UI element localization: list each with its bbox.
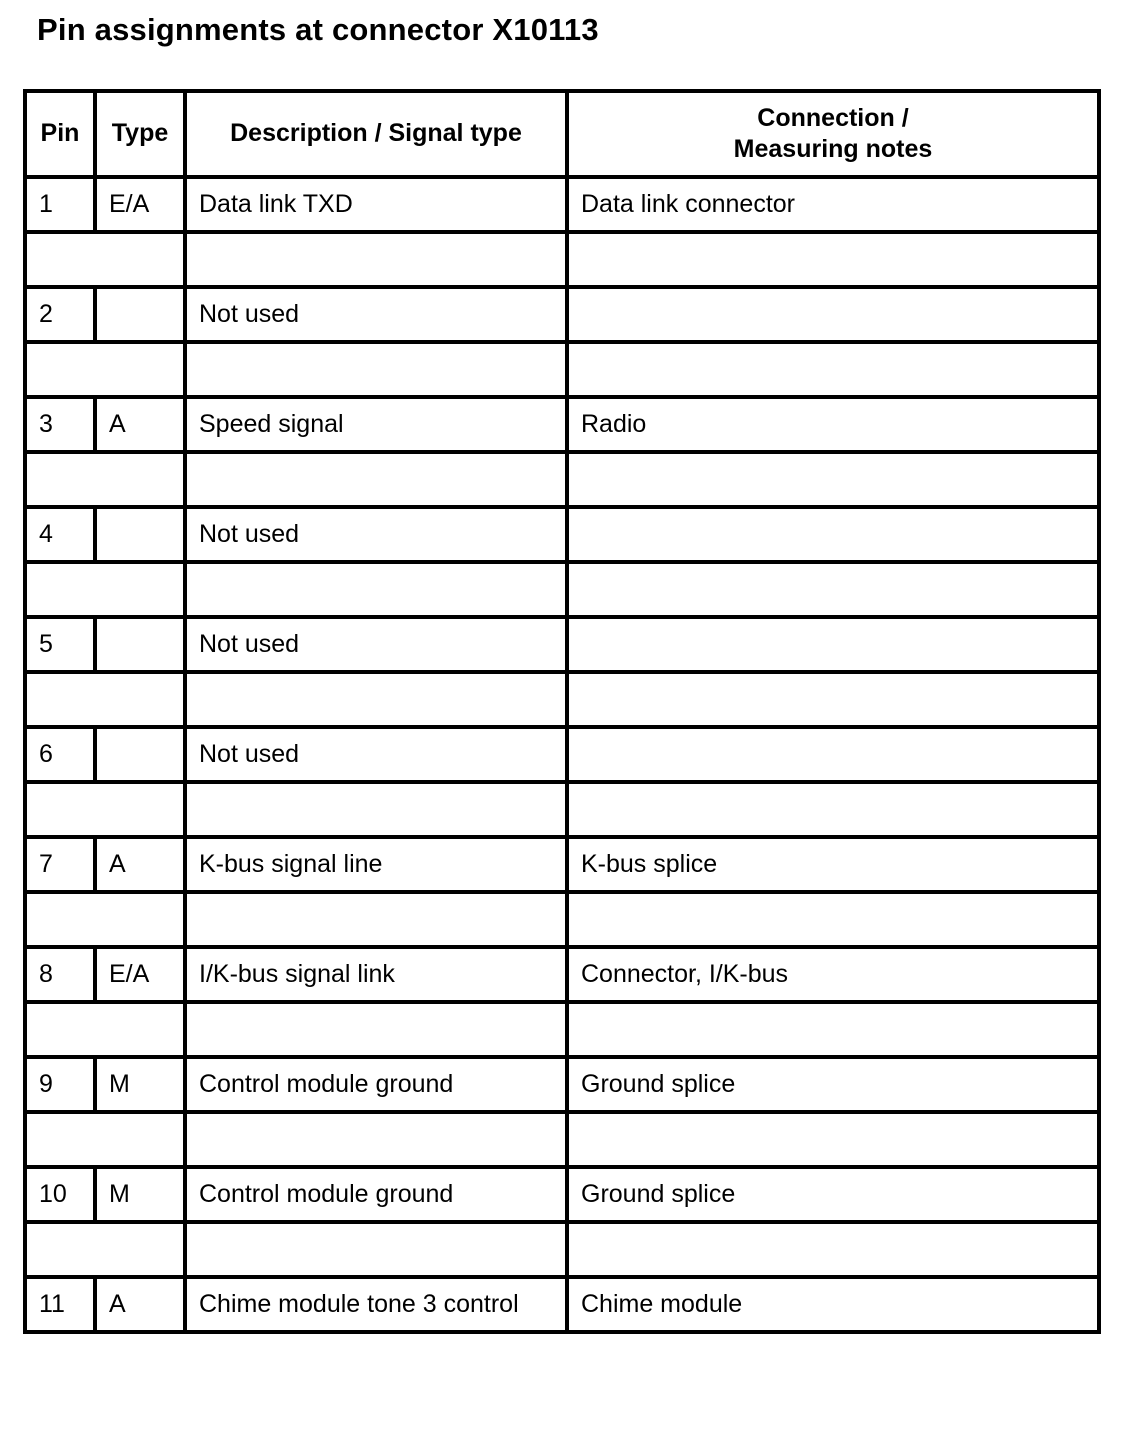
spacer-cell <box>25 1112 185 1167</box>
connection-cell: Chime module <box>567 1277 1099 1332</box>
spacer-cell <box>25 1002 185 1057</box>
connection-cell <box>567 287 1099 342</box>
connection-cell: Data link connector <box>567 177 1099 232</box>
spacer-row <box>25 782 1099 837</box>
pin-cell: 9 <box>25 1057 95 1112</box>
connection-cell: Radio <box>567 397 1099 452</box>
spacer-cell <box>567 342 1099 397</box>
pin-cell: 5 <box>25 617 95 672</box>
table-row <box>25 1277 1099 1332</box>
spacer-cell <box>25 562 185 617</box>
connection-cell: Connector, I/K-bus <box>567 947 1099 1002</box>
spacer-cell <box>185 342 567 397</box>
table-row <box>25 287 1099 342</box>
type-cell: A <box>95 837 185 892</box>
spacer-row <box>25 452 1099 507</box>
spacer-cell <box>567 452 1099 507</box>
pin-cell: 8 <box>25 947 95 1002</box>
pin-cell: 2 <box>25 287 95 342</box>
spacer-cell <box>185 1002 567 1057</box>
header-connection <box>567 91 1099 177</box>
spacer-cell <box>567 232 1099 287</box>
pin-cell: 3 <box>25 397 95 452</box>
page-title: Pin assignments at connector X10113 <box>37 12 599 47</box>
spacer-cell <box>185 782 567 837</box>
table-row <box>25 397 1099 452</box>
spacer-cell <box>185 452 567 507</box>
pin-cell: 10 <box>25 1167 95 1222</box>
spacer-row <box>25 1002 1099 1057</box>
description-cell: K-bus signal line <box>185 837 567 892</box>
spacer-cell <box>567 1002 1099 1057</box>
type-cell <box>95 507 185 562</box>
description-cell: Control module ground <box>185 1167 567 1222</box>
spacer-cell <box>185 1222 567 1277</box>
connection-cell: Ground splice <box>567 1057 1099 1112</box>
table-row <box>25 617 1099 672</box>
type-cell: E/A <box>95 177 185 232</box>
table-row <box>25 177 1099 232</box>
spacer-row <box>25 562 1099 617</box>
spacer-cell <box>567 1222 1099 1277</box>
type-cell: A <box>95 1277 185 1332</box>
header-pin: Pin <box>25 91 95 177</box>
spacer-cell <box>25 892 185 947</box>
description-cell: I/K-bus signal link <box>185 947 567 1002</box>
spacer-cell <box>185 892 567 947</box>
pin-cell: 11 <box>25 1277 95 1332</box>
type-cell <box>95 287 185 342</box>
header-type: Type <box>95 91 185 177</box>
table-row <box>25 507 1099 562</box>
description-cell: Chime module tone 3 control <box>185 1277 567 1332</box>
header-connection-line2: Measuring notes <box>733 135 933 163</box>
type-cell: M <box>95 1057 185 1112</box>
pin-cell: 1 <box>25 177 95 232</box>
header-description: Description / Signal type <box>185 91 567 177</box>
table-row <box>25 727 1099 782</box>
description-cell: Data link TXD <box>185 177 567 232</box>
pin-cell: 7 <box>25 837 95 892</box>
pin-cell: 4 <box>25 507 95 562</box>
spacer-row <box>25 1112 1099 1167</box>
connection-cell <box>567 617 1099 672</box>
connection-cell <box>567 727 1099 782</box>
spacer-cell <box>567 892 1099 947</box>
spacer-cell <box>185 1112 567 1167</box>
description-cell: Not used <box>185 727 567 782</box>
spacer-cell <box>567 782 1099 837</box>
spacer-cell <box>185 672 567 727</box>
table-row <box>25 947 1099 1002</box>
type-cell: A <box>95 397 185 452</box>
description-cell: Not used <box>185 507 567 562</box>
spacer-cell <box>25 1222 185 1277</box>
connection-cell: Ground splice <box>567 1167 1099 1222</box>
spacer-cell <box>25 672 185 727</box>
spacer-cell <box>185 232 567 287</box>
spacer-cell <box>25 782 185 837</box>
type-cell: E/A <box>95 947 185 1002</box>
spacer-row <box>25 232 1099 287</box>
table-header-row <box>25 91 1099 177</box>
spacer-cell <box>25 452 185 507</box>
table-row <box>25 1057 1099 1112</box>
spacer-row <box>25 342 1099 397</box>
connection-cell: K-bus splice <box>567 837 1099 892</box>
table-row <box>25 1167 1099 1222</box>
spacer-cell <box>567 1112 1099 1167</box>
spacer-row <box>25 892 1099 947</box>
description-cell: Not used <box>185 287 567 342</box>
description-cell: Control module ground <box>185 1057 567 1112</box>
description-cell: Speed signal <box>185 397 567 452</box>
connection-cell <box>567 507 1099 562</box>
spacer-cell <box>567 672 1099 727</box>
type-cell <box>95 727 185 782</box>
spacer-row <box>25 1222 1099 1277</box>
pin-assignment-table <box>23 89 1101 1334</box>
spacer-cell <box>567 562 1099 617</box>
spacer-row <box>25 672 1099 727</box>
spacer-cell <box>185 562 567 617</box>
header-connection-line1: Connection / <box>757 103 909 132</box>
pin-cell: 6 <box>25 727 95 782</box>
type-cell: M <box>95 1167 185 1222</box>
table-row <box>25 837 1099 892</box>
spacer-cell <box>25 232 185 287</box>
description-cell: Not used <box>185 617 567 672</box>
type-cell <box>95 617 185 672</box>
spacer-cell <box>25 342 185 397</box>
